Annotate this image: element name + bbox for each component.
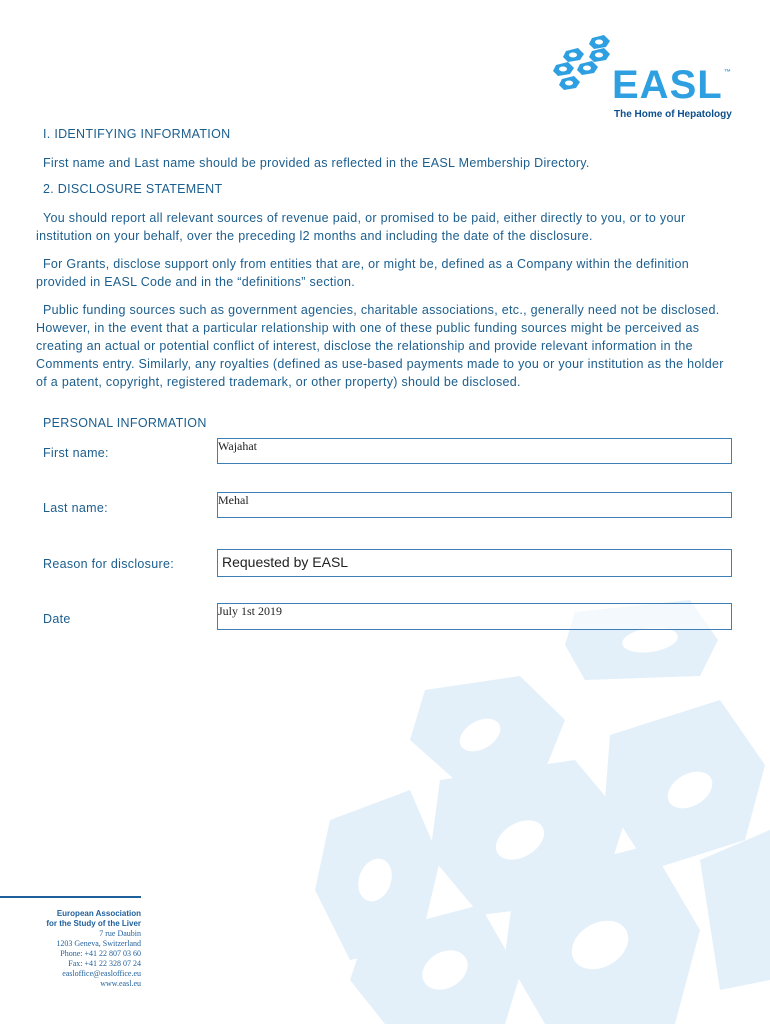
first-name-label: First name:: [43, 446, 109, 460]
disclosure-paragraph: You should report all relevant sources of revenue paid, or promised to be paid, either directly to you, or to your institution on your behalf, over the preceding l2 months and including the date of the disclosure.: [36, 211, 686, 243]
easl-logo: [552, 33, 742, 123]
first-name-field[interactable]: [217, 438, 732, 464]
address-phone: Phone: +41 22 807 03 60: [60, 949, 141, 958]
first-name-value: Wajahat: [218, 439, 258, 453]
footer-address: [46, 909, 141, 989]
address-street: 7 rue Daubin: [99, 929, 141, 938]
identifying-heading: I. IDENTIFYING INFORMATION: [43, 127, 231, 141]
last-name-value: Mehal: [218, 493, 249, 507]
logo-tagline: The Home of Hepatology: [614, 109, 732, 120]
identifying-text: First name and Last name should be provided as reflected in the EASL Membership Directory.: [43, 156, 590, 170]
date-field[interactable]: [217, 603, 732, 630]
last-name-field[interactable]: [217, 492, 732, 518]
date-value: July 1st 2019: [218, 604, 283, 618]
address-email: easloffice@easloffice.eu: [62, 969, 141, 978]
date-label: Date: [43, 612, 71, 626]
disclosure-paragraph: Public funding sources such as government agencies, charitable associations, etc., generally need not be disclosed. However, in the event that a particular relationship with one of these public funding sources might be perceived as creating an actual or potential conflict of interest, disclose the relationship and provide relevant information in the Comments entry. Similarly, any royalties (defined as use-based payments made to you or your institution as the holder of a patent, copyright, registered trademark, or other property) should be disclosed.: [36, 303, 724, 389]
reason-label: Reason for disclosure:: [43, 557, 174, 571]
footer-divider: [0, 896, 141, 898]
address-city: 1203 Geneva, Switzerland: [56, 939, 141, 948]
reason-field[interactable]: [217, 549, 732, 577]
address-fax: Fax: +41 22 328 07 24: [68, 959, 141, 968]
address-website: www.easl.eu: [100, 979, 141, 988]
org-name-line2: for the Study of the Liver: [46, 919, 141, 928]
reason-value: Requested by EASL: [222, 554, 349, 570]
logo-wordmark: EASL: [612, 63, 723, 107]
disclosure-heading: 2. DISCLOSURE STATEMENT: [43, 182, 223, 196]
trademark-symbol: ™: [724, 69, 731, 76]
org-name-line1: European Association: [56, 909, 141, 918]
personal-info-heading: PERSONAL INFORMATION: [43, 416, 207, 430]
disclosure-paragraph: For Grants, disclose support only from entities that are, or might be, defined as a Company within the definition provided in EASL Code and in the “definitions” section.: [36, 257, 690, 289]
last-name-label: Last name:: [43, 501, 108, 515]
